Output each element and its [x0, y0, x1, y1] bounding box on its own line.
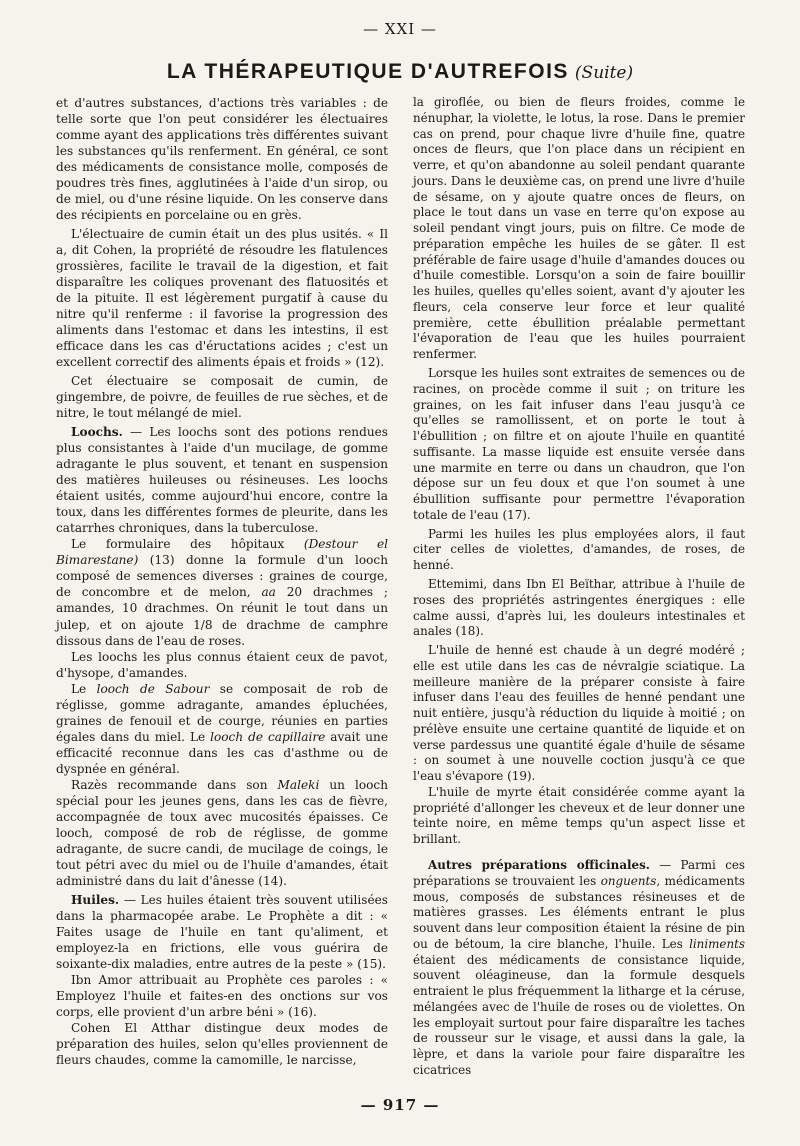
title-suffix: (Suite)	[574, 63, 634, 83]
paragraph: Razès recommande dans son Maleki un looch spécial pour les jeunes gens, dans les cas de fièvre, accompagnée de toux avec mucosités épaisses. Ce looch, composé de rob de réglisse, de gomme adragante, de sucre candi, de mucilage de coings, le tout pétri avec du miel ou de l'huile d'amandes, était administré dans du lait d'ânesse (14).	[56, 777, 388, 888]
paragraph: Ibn Amor attribuait au Prophète ces paroles : « Employez l'huile et faites-en des onctions sur vos corps, elle provient d'un arbre béni » (16).	[56, 972, 388, 1019]
article-title	[0, 60, 800, 84]
paragraph: Cet électuaire se composait de cumin, de gingembre, de poivre, de feuilles de rue sèches, et de nitre, le tout mélangé de miel.	[56, 374, 388, 421]
left-column	[56, 95, 388, 1068]
paragraph: et d'autres substances, d'actions très variables : de telle sorte que l'on peut considérer les électuaires comme ayant des applications très différentes suivant les substances qu'ils renferment. En général, ce sont des médicaments de consistance molle, composés de poudres très fines, agglutinées à l'aide d'un sirop, ou de miel, ou d'une résine liquide. On les conserve dans des récipients en porcelaine ou en grès.	[56, 96, 388, 223]
paragraph-autres-preparations: Autres préparations officinales. — Parmi ces préparations se trouvaient les onguents, médicaments mous, composés de substances résineuses et de matières grasses. Les éléments entrant le plus souvent dans leur composition étaient la résine de pin ou de bétoum, la cire blanche, l'huile. Les liniments étaient des médicaments de consistance liquide, souvent oléagineuse, dan la formule desquels entraient le plus fréquemment la litharge et la céruse, mélangées avec de l'huile de roses ou de violettes. On les employait surtout pour faire disparaître les taches de rousseur sur le visage, et aussi dans la gale, la lèpre, et dans la variole pour faire disparaître les cicatrices	[413, 857, 745, 1077]
paragraph: L'huile de myrte était considérée comme ayant la propriété d'allonger les cheveux et de leur donner une teinte noire, en même temps qu'un aspect lisse et brillant.	[413, 784, 745, 847]
paragraph: Le formulaire des hôpitaux (Destour el Bimarestane) (13) donne la formule d'un looch composé de semences diverses : graines de courge, de concombre et de melon, aa 20 drachmes ; amandes, 10 drachmes. On réunit le tout dans un julep, et on ajoute 1/8 de drachme de camphre dissous dans de l'eau de roses.	[56, 537, 389, 648]
paragraph: L'huile de henné est chaude à un degré modéré ; elle est utile dans les cas de névralgie sciatique. La meilleure manière de la préparer consiste à faire infuser dans l'eau des feuilles de henné pendant une nuit entière, jusqu'à réduction du liquide à moitié ; on prélève ensuite une certaine quantité de liquide et on verse pardessus une quantité égale d'huile de sésame : on soumet à une nouvelle coction jusqu'à ce que l'eau s'évapore (19).	[413, 643, 745, 784]
section-heading: Autres préparations officinales.	[428, 857, 650, 872]
paragraph: la giroflée, ou bien de fleurs froides, comme le nénuphar, la violette, le lotus, la rose. Dans le premier cas on prend, pour chaque livre d'huile fine, quatre onces de fleurs, que l'on place dans un récipient en verre, et qu'on abandonne au soleil pendant quarante jours. Dans le deuxième cas, on prend une livre d'huile de sésame, on y ajoute quatre onces de fleurs, on place le tout dans un vase en terre qu'on expose au soleil pendant vingt jours, puis on filtre. Ce mode de préparation empêche les huiles de se gâter. Il est préférable de faire usage d'huile d'amandes douces ou d'huile comestible. Lorsqu'on a soin de faire bouillir les huiles, quelles qu'elles soient, avant d'y ajouter les fleurs, cela conserve leur force et leur qualité première, cette ébullition préalable permettant l'évaporation de l'eau que les huiles pourraient renfermer.	[413, 95, 745, 362]
paragraph-loochs: Loochs. — Les loochs sont des potions rendues plus consistantes à l'aide d'un mucilage, de gomme adragante le plus souvent, et tenant en suspension des matières huileuses ou résineuses. Les loochs étaient usités, comme aujourd'hui encore, contre la toux, dans les différentes formes de pleurite, dans les catarrhes chroniques, dans la tuberculose.	[56, 425, 388, 536]
paragraph: Parmi les huiles les plus employées alors, il faut citer celles de violettes, d'amandes, de roses, de henné.	[413, 526, 745, 573]
section-heading: Loochs.	[71, 425, 123, 440]
section-heading: Huiles.	[71, 892, 120, 907]
paragraph: Cohen El Atthar distingue deux modes de préparation des huiles, selon qu'elles proviennent de fleurs chaudes, comme la camomille, le narcisse,	[56, 1020, 388, 1067]
paragraph: L'électuaire de cumin était un des plus usités. « Il a, dit Cohen, la propriété de résoudre les flatulences grossières, facilite le travail de la digestion, et fait disparaître les coliques provenant des flatuosités et de la pituite. Il est légèrement purgatif à cause du nitre qu'il renferme : il favorise la progression des aliments dans l'estomac et dans les intestins, il est efficace dans les cas d'éructations acides ; c'est un excellent correctif des aliments épais et froids » (12).	[56, 227, 388, 370]
paragraph: Le looch de Sabour se composait de rob de réglisse, gomme adragante, amandes épluchées, graines de fenouil et de courge, réunies en parties égales dans du miel. Le looch de capillaire avait une efficacité reconnue dans les cas d'asthme ou de dyspnée en général.	[56, 681, 389, 776]
paragraph-huiles: Huiles. — Les huiles étaient très souvent utilisées dans la pharmacopée arabe. Le Prophète a dit : « Faites usage de l'huile en tant qu'aliment, et employez-la en frictions, elle vous guérira de soixante-dix maladies, entre autres de la peste » (15).	[56, 892, 388, 971]
folio-header: — XXI —	[363, 20, 437, 38]
page-number: — 917 —	[360, 1096, 440, 1114]
paragraph: Ettemimi, dans Ibn El Beïthar, attribue à l'huile de roses des propriétés astringentes énergiques : elle calme aussi, d'après lui, les douleurs intestinales et anales (18).	[413, 576, 745, 639]
title-main: LA THÉRAPEUTIQUE D'AUTREFOIS	[166, 60, 569, 83]
paragraph: Lorsque les huiles sont extraites de semences ou de racines, on procède comme il suit ; on triture les graines, on les fait infuser dans l'eau jusqu'à ce qu'elles se ramollissent, et on porte le tout à l'ébullition ; on filtre et on ajoute l'huile en quantité suffisante. La masse liquide est ensuite versée dans une marmite en terre ou dans un chaudron, que l'on dépose sur un feu doux et que l'on soumet à une ébullition suffisante pour permettre l'évaporation totale de l'eau (17).	[413, 366, 745, 522]
right-column	[413, 95, 745, 1079]
paragraph: Les loochs les plus connus étaient ceux de pavot, d'hysope, d'amandes.	[56, 649, 388, 680]
